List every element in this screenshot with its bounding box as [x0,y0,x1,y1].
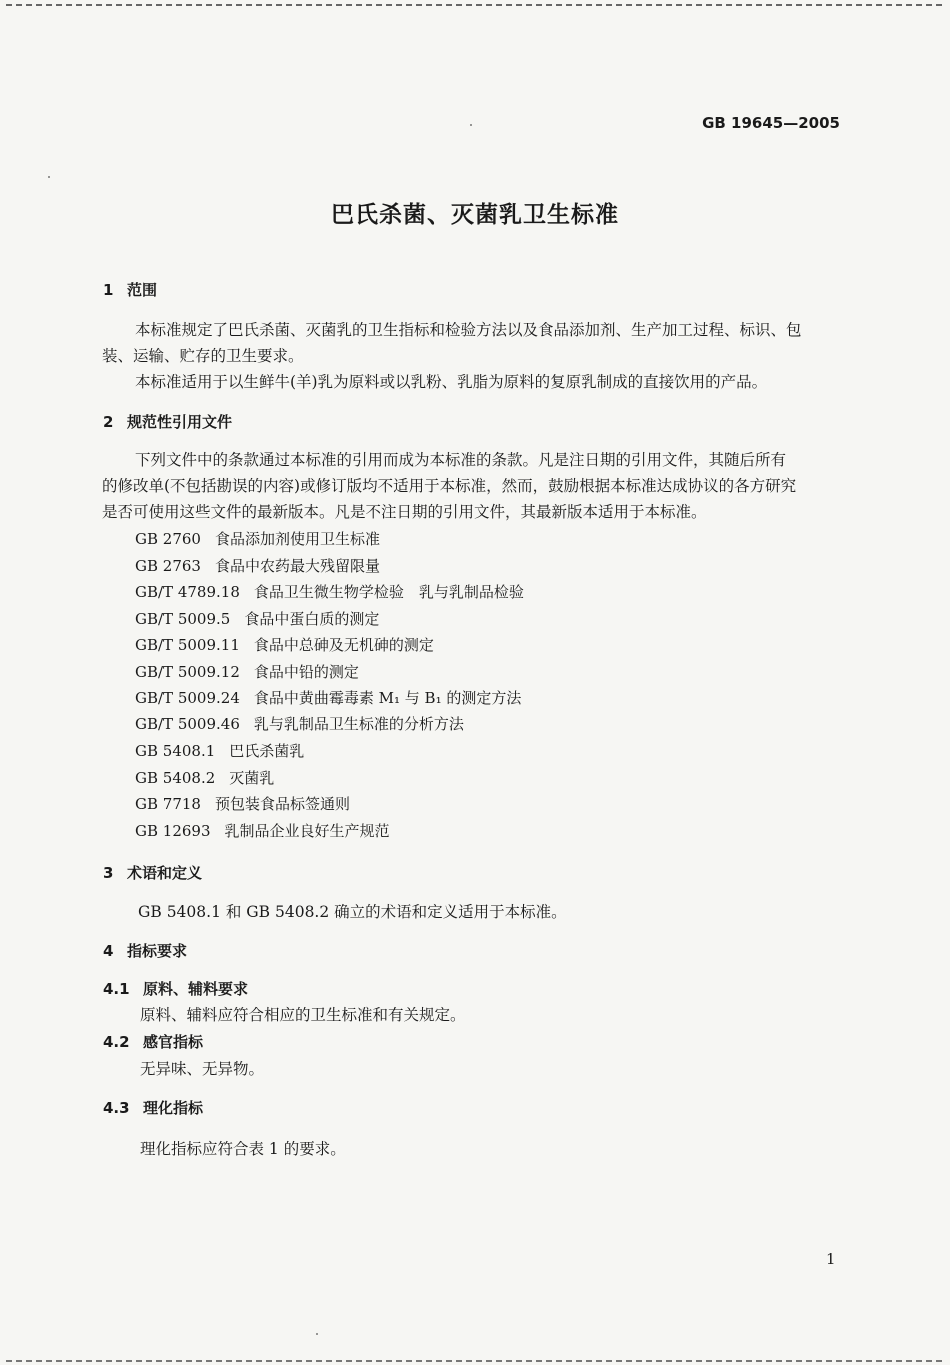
subsection-number: 4.2 [103,1033,130,1051]
reference-title: 乳与乳制品卫生标准的分析方法 [253,715,464,733]
reference-title: 食品中铅的测定 [253,663,359,681]
reference-item [135,740,304,761]
reference-title: 食品中总砷及无机砷的测定 [253,636,434,654]
section-number: 4 [103,942,114,960]
reference-code: GB/T 5009.11 [135,636,240,654]
reference-item [135,713,464,734]
reference-item [135,687,521,708]
reference-item [135,661,359,682]
reference-title: 预包装食品标签通则 [214,795,350,813]
reference-code: GB/T 5009.24 [135,689,240,707]
scan-speck [316,1333,318,1335]
reference-code: GB 5408.2 [135,769,216,787]
scan-bottom-border [6,1360,942,1362]
page-number: 1 [826,1250,836,1268]
reference-title: 食品添加剂使用卫生标准 [214,530,380,548]
reference-title: 灭菌乳 [229,769,275,787]
paragraph-line: 的修改单(不包括勘误的内容)或修订版均不适用于本标准，然而，鼓励根据本标准达成协议的各方研究 [102,477,797,495]
reference-title: 巴氏杀菌乳 [229,742,305,760]
reference-item [135,793,350,814]
paragraph-line: 无异味、无异物。 [140,1060,265,1078]
scan-top-border [6,4,942,6]
reference-title: 食品中农药最大残留限量 [214,557,380,575]
reference-item [135,767,274,788]
section-title: 规范性引用文件 [127,413,233,431]
section-number: 3 [103,864,114,882]
subsection-number: 4.1 [103,980,130,998]
reference-item [135,608,379,629]
paragraph-line: GB 5408.1 和 GB 5408.2 确立的术语和定义适用于本标准。 [138,903,567,921]
subsection-number: 4.3 [103,1099,130,1117]
reference-title: 食品中黄曲霉毒素 M₁ 与 B₁ 的测定方法 [253,689,522,707]
paragraph-line: 装、运输、贮存的卫生要求。 [102,347,304,365]
reference-title: 乳制品企业良好生产规范 [224,822,390,840]
section-title: 范围 [127,281,158,299]
scan-speck [470,124,472,126]
scan-speck [48,176,50,178]
section-number: 2 [103,413,114,431]
section-number: 1 [103,281,114,299]
subsection-title: 理化指标 [143,1099,204,1117]
reference-code: GB/T 4789.18 [135,583,240,601]
subsection-4-1-heading [103,978,248,999]
reference-code: GB/T 5009.46 [135,715,240,733]
subsection-title: 感官指标 [143,1033,204,1051]
reference-code: GB 2763 [135,557,201,575]
paragraph-line: 原料、辅料应符合相应的卫生标准和有关规定。 [140,1006,466,1024]
section-1-heading [103,279,157,300]
subsection-4-2-heading [103,1031,203,1052]
standard-number: GB 19645—2005 [702,114,840,132]
section-title: 术语和定义 [127,864,203,882]
paragraph-line: 是否可使用这些文件的最新版本。凡是不注日期的引用文件，其最新版本适用于本标准。 [102,503,707,521]
section-title: 指标要求 [127,942,188,960]
document-title: 巴氏杀菌、灭菌乳卫生标准 [331,202,619,228]
reference-code: GB 5408.1 [135,742,216,760]
reference-code: GB 2760 [135,530,201,548]
reference-item [135,581,524,602]
section-2-heading [103,411,232,432]
section-4-heading [103,940,187,961]
reference-item [135,634,434,655]
reference-item [135,528,380,549]
subsection-title: 原料、辅料要求 [143,980,249,998]
reference-code: GB/T 5009.12 [135,663,240,681]
paragraph-line: 下列文件中的条款通过本标准的引用而成为本标准的条款。凡是注日期的引用文件，其随后所有 [135,451,787,469]
reference-code: GB 7718 [135,795,201,813]
reference-item [135,820,390,841]
paragraph-line: 本标准规定了巴氏杀菌、灭菌乳的卫生指标和检验方法以及食品添加剂、生产加工过程、标识、包 [135,321,802,339]
paragraph-line: 本标准适用于以生鲜牛(羊)乳为原料或以乳粉、乳脂为原料的复原乳制成的直接饮用的产品。 [135,373,768,391]
reference-title: 食品卫生微生物学检验 乳与乳制品检验 [253,583,524,601]
subsection-4-3-heading [103,1097,203,1118]
paragraph-line: 理化指标应符合表 1 的要求。 [140,1140,346,1158]
reference-title: 食品中蛋白质的测定 [244,610,380,628]
section-3-heading [103,862,202,883]
reference-code: GB/T 5009.5 [135,610,231,628]
reference-code: GB 12693 [135,822,211,840]
reference-item [135,555,380,576]
